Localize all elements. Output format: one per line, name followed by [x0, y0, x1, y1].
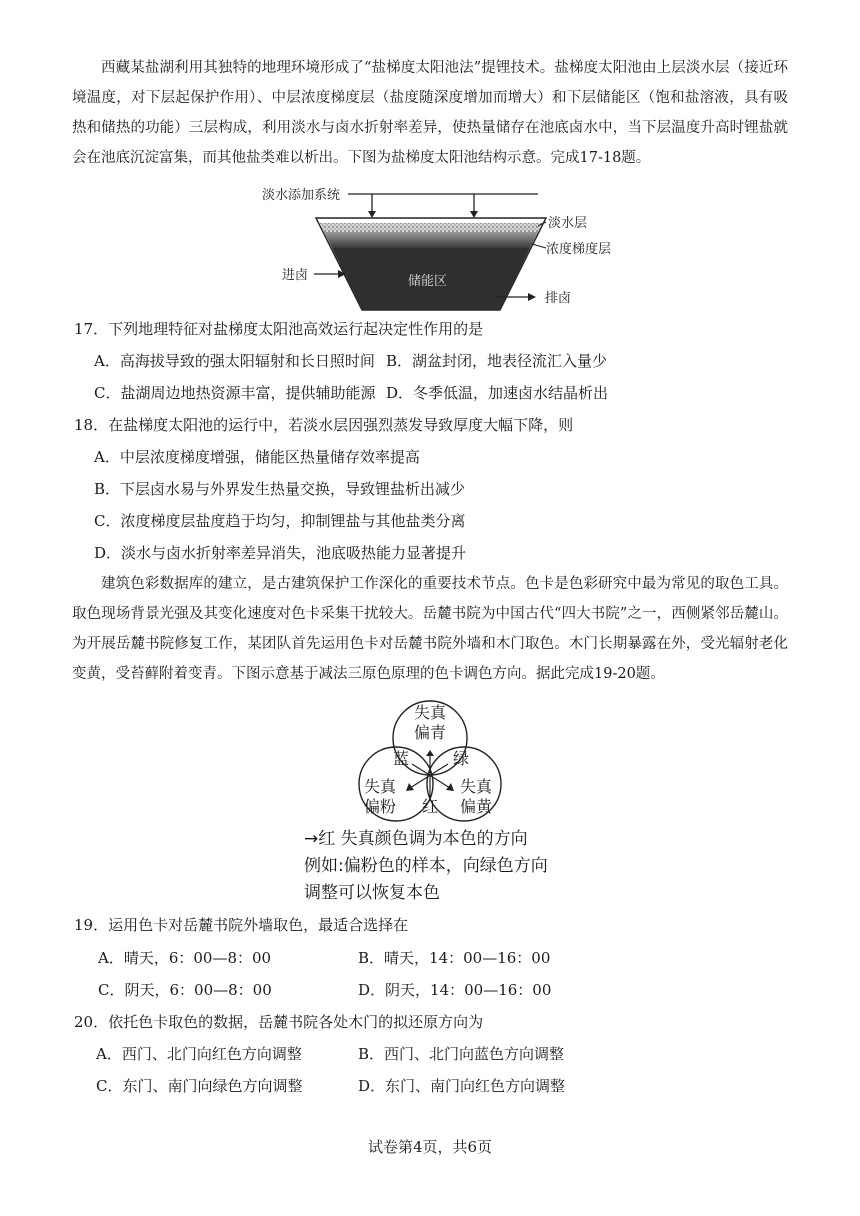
legend-line-1: →红 失真颜色调为本色的方向 — [304, 829, 528, 849]
arrowhead-right-down — [446, 783, 454, 791]
legend-line-2: 例如:偏粉色的样本，向绿色方向 — [304, 856, 548, 876]
q19-option-b: B．晴天，14：00—16：00 — [358, 949, 551, 967]
legend-line-3: 调整可以恢复本色 — [304, 883, 440, 903]
red-zone: 红 — [422, 797, 439, 816]
solar-pond-diagram — [260, 182, 620, 314]
passage-color-card: 建筑色彩数据库的建立，是古建筑保护工作深化的重要技术节点。色卡是色彩研究中最为常见的取色工具。取色现场背景光强及其变化速度对色卡采集干扰较大。岳麓书院为中国古代“四大书院”之一，西侧紧邻岳麓山。为开展岳麓书院修复工作，某团队首先运用色卡对岳麓书院外墙和木门取色。木门长期暴露在外，受光辐射老化变黄，受苔藓附着变青。下图示意基于减法三原色原理的色卡调色方向。据此完成19-20题。 — [72, 576, 788, 682]
q17-option-d: D．冬季低温，加速卤水结晶析出 — [386, 384, 609, 402]
color-card-diagram — [350, 696, 510, 826]
q18-option-a: A．中层浓度梯度增强，储能区热量储存效率提高 — [94, 448, 420, 466]
fresh-water-system-label: 淡水添加系统 — [262, 188, 341, 203]
arrowhead-left-down — [406, 783, 414, 791]
fresh-water-layer — [320, 223, 542, 232]
left-pink: 偏粉 — [364, 797, 397, 816]
feed-arrowhead-left — [368, 211, 376, 218]
q20-option-d: D．东门、南门向红色方向调整 — [358, 1077, 566, 1095]
gradient-layer — [324, 232, 538, 248]
q19-option-c: C．阴天，6：00—8：00 — [98, 981, 272, 999]
green-zone: 绿 — [453, 749, 470, 768]
inlet-label: 进卤 — [282, 268, 309, 283]
q20-option-c: C．东门、南门向绿色方向调整 — [96, 1077, 303, 1095]
q17-option-b: B．湖盆封闭，地表径流汇入量少 — [386, 352, 608, 370]
top-distorted: 失真 — [414, 703, 447, 722]
q19-option-a: A．晴天，6：00—8：00 — [98, 949, 272, 967]
question-20: 20．依托色卡取色的数据，岳麓书院各处木门的拟还原方向为 — [74, 1013, 484, 1031]
fresh-layer-label: 淡水层 — [548, 216, 588, 231]
gradient-layer-leader — [532, 244, 546, 248]
question-18: 18．在盐梯度太阳池的运行中，若淡水层因强烈蒸发导致厚度大幅下降，则 — [74, 416, 574, 434]
question-17: 17．下列地理特征对盐梯度太阳池高效运行起决定性作用的是 — [74, 320, 484, 338]
storage-label: 储能区 — [408, 274, 448, 289]
q17-option-a: A．高海拔导致的强太阳辐射和长日照时间 — [94, 352, 375, 370]
right-yellow: 偏黄 — [460, 797, 493, 816]
q18-option-d: D．淡水与卤水折射率差异消失，池底吸热能力显著提升 — [94, 544, 467, 562]
blue-zone: 蓝 — [393, 749, 410, 768]
q18-option-b: B．下层卤水易与外界发生热量交换，导致锂盐析出减少 — [94, 480, 466, 498]
feed-arrowhead-right — [470, 211, 478, 218]
page-footer: 试卷第4页，共6页 — [367, 1138, 493, 1156]
gradient-layer-label: 浓度梯度层 — [546, 242, 612, 257]
q19-option-d: D．阴天，14：00—16：00 — [358, 981, 552, 999]
q20-option-b: B．西门、北门向蓝色方向调整 — [358, 1045, 565, 1063]
right-distorted: 失真 — [460, 777, 493, 796]
q20-option-a: A．西门、北门向红色方向调整 — [96, 1045, 302, 1063]
outlet-arrowhead — [528, 293, 536, 301]
passage-salt-gradient: 西藏某盐湖利用其独特的地理环境形成了“盐梯度太阳池法”提锂技术。盐梯度太阳池由上层淡水层（接近环境温度，对下层起保护作用）、中层浓度梯度层（盐度随深度增加而增大）和下层储能区（饱和盐溶液，具有吸热和储热的功能）三层构成，利用淡水与卤水折射率差异，使热量储存在池底卤水中，当下层温度升高时锂盐就会在池底沉淀富集，而其他盐类难以析出。下图为盐梯度太阳池结构示意。完成17-18题。 — [72, 60, 788, 166]
question-19: 19．运用色卡对岳麓书院外墙取色，最适合选择在 — [74, 916, 409, 934]
q17-option-c: C．盐湖周边地热资源丰富，提供辅助能源 — [94, 384, 376, 402]
q18-option-c: C．浓度梯度层盐度趋于均匀，抑制锂盐与其他盐类分离 — [94, 512, 466, 530]
top-cyan: 偏青 — [414, 723, 447, 742]
left-distorted: 失真 — [364, 777, 397, 796]
arrowhead-up — [426, 750, 434, 756]
outlet-label: 排卤 — [545, 291, 572, 306]
